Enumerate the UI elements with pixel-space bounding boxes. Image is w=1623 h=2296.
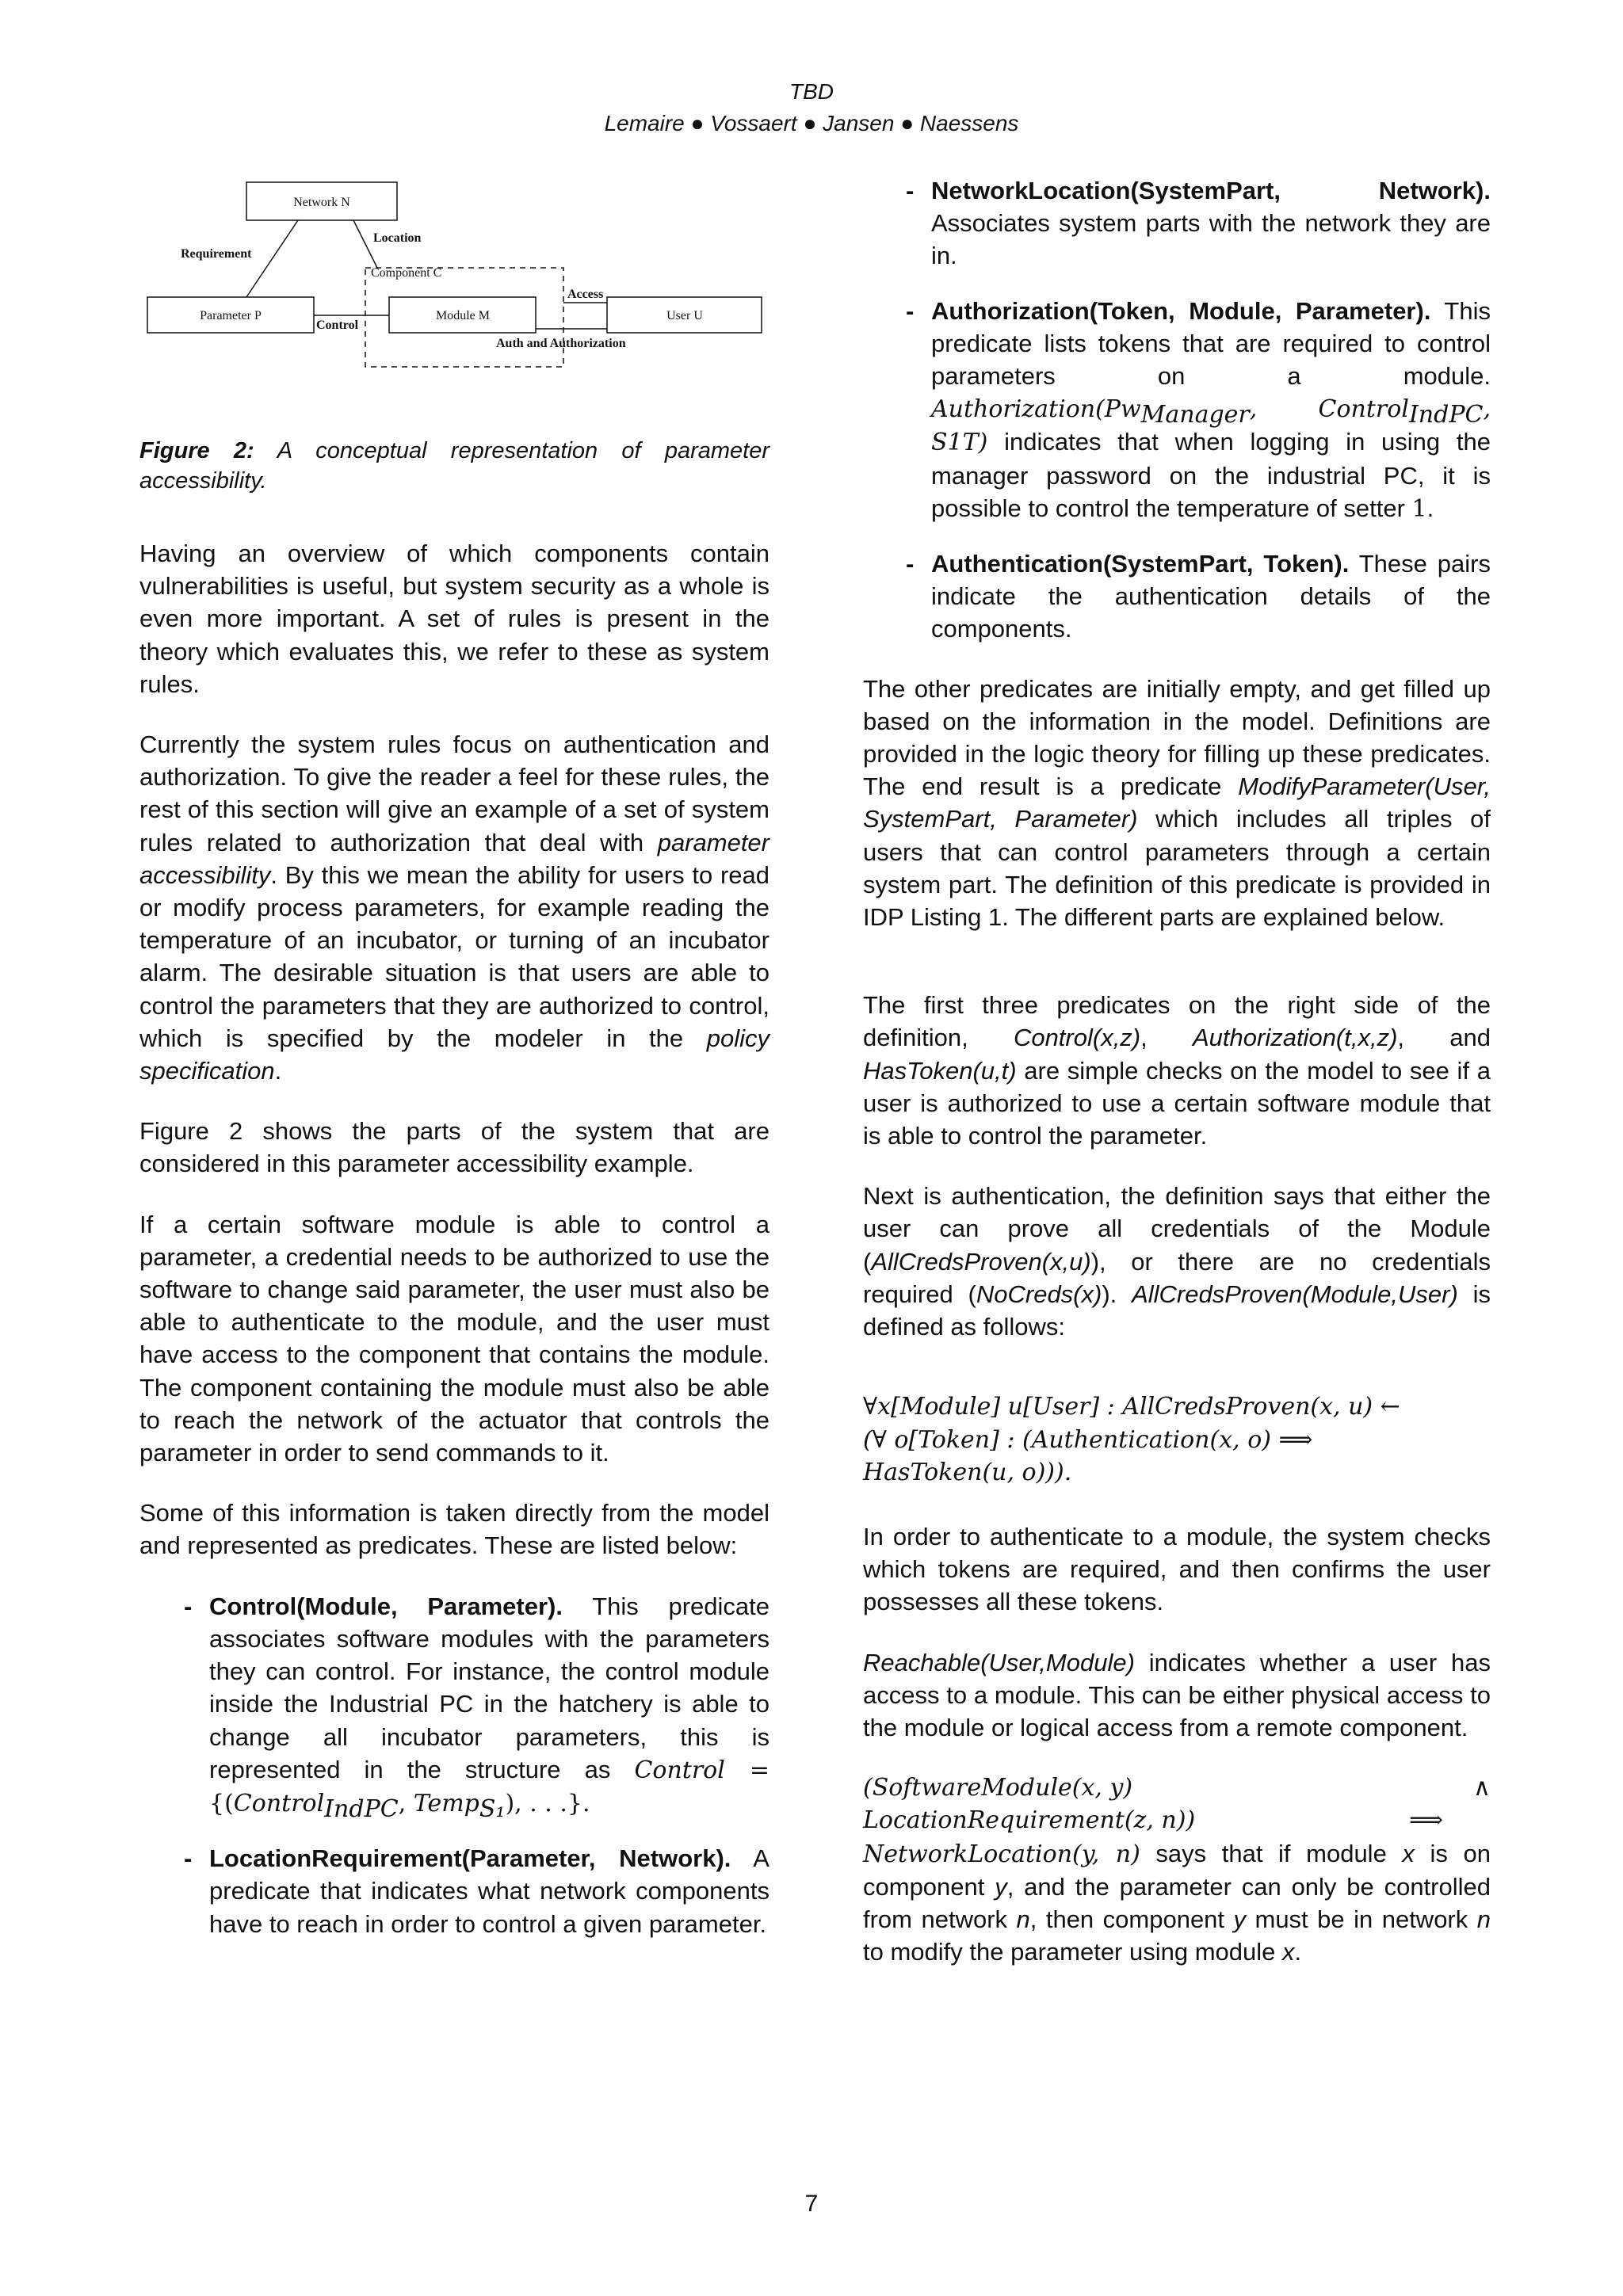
formula-reachable: (SoftwareModule(x, y) ∧ LocationRequirement(z, n)) ⟹ xyxy=(863,1774,1491,1835)
paragraph: Figure 2 shows the parts of the system that are considered in this parameter accessibility example. xyxy=(139,1117,769,1178)
control-label: Control xyxy=(316,318,359,332)
left-column xyxy=(139,174,769,1967)
paragraph: Reachable(User,Module) indicates whether a user has access to a module. This can be either physical access to the module or logical access from a remote component. xyxy=(863,1648,1491,1741)
user-label: User U xyxy=(666,309,703,322)
predicate-list xyxy=(139,1590,769,1940)
paragraph: If a certain software module is able to control a parameter, a credential needs to be authorized to use the software to change said parameter, the user must also be able to authenticate to the module, and the user must have access to the component that contains the module. The component containing the module must also be able to reach the network of the actuator that controls the parameter in order to send commands to it. xyxy=(139,1210,769,1467)
list-item: - Control(Module, Parameter). This predicate associates software modules with the parameters they can control. For instance, the control module inside the Industrial PC in the hatchery is able to change all incubator parameters, this is represented in the structure as Control = {(Control$_{IndPC}$, Temp$_{S_1}$), . . .}. xyxy=(184,1592,769,1824)
paragraph: Having an overview of which components contain vulnerabilities is useful, but system security as a whole is even more important. A set of rules is present in the theory which evaluates this, we refer to these as system rules. xyxy=(139,540,769,698)
running-title: TBD xyxy=(789,79,834,104)
access-label: Access xyxy=(567,288,604,301)
figure-2-diagram xyxy=(139,174,769,428)
paragraph: The first three predicates on the right side of the definition, Control(x,z), Authorization(t,x,z), and HasToken(u,t) are simple checks on the model to see if a user is authorized to use a certain software module that is able to control the parameter. xyxy=(863,991,1491,1150)
list-item: - NetworkLocation(SystemPart, Network). Associates system parts with the network they are in. xyxy=(906,177,1491,270)
page-number: 7 xyxy=(804,2191,819,2217)
auth-label: Auth and Authorization xyxy=(496,337,626,350)
paragraph: Currently the system rules focus on authentication and authorization. To give the reader a feel for these rules, the rest of this section will give an example of a set of system rules related to authorization that deal with parameter accessibility. By this we mean the ability for users to read or modify process parameters, for example reading the temperature of an incubator, or turning of an incubator alarm. The desirable situation is that users are able to control the parameters that they are authorized to control, which is specified by the modeler in the policy specification. xyxy=(139,730,769,1085)
location-label: Location xyxy=(373,231,422,245)
paragraph: Some of this information is taken directly from the model and represented as predicates. These are listed below: xyxy=(139,1499,769,1560)
caption-label: Figure 2: xyxy=(139,438,254,463)
predicate-list xyxy=(863,174,1491,646)
paragraph: Next is authentication, the definition says that either the user can prove all credentials of the Module (AllCredsProven(x,u)), or there are no credentials required (NoCreds(x)). AllCredsProven(Module,User) is defined as follows: xyxy=(863,1182,1491,1341)
list-item: - Authorization(Token, Module, Parameter). This predicate lists tokens that are required to control parameters on a module. $Authorization(Pw_{Manager}$, Control$_{IndPC}$, S1T) indicates that when logging in using the manager password on the industrial PC, it is possible to control the temperature of setter 1. xyxy=(906,296,1491,523)
component-label: Component C xyxy=(371,266,442,280)
list-item: - Authentication(SystemPart, Token). These pairs indicate the authentication details of the components. xyxy=(906,550,1491,643)
network-label: Network N xyxy=(293,196,350,209)
paragraph: The other predicates are initially empty, and get filled up based on the information in the model. Definitions are provided in the logic theory for filling up these predicates. The end result is a predicate ModifyParameter(User, SystemPart, Parameter) which includes all triples of users that can control parameters through a certain system part. The definition of this predicate is provided in IDP Listing 1. The different parts are explained below. xyxy=(863,674,1491,932)
figure-caption xyxy=(139,436,769,496)
right-column xyxy=(863,174,1491,1996)
parameter-label: Parameter P xyxy=(200,309,262,322)
formula-allcredsproven: ∀x[Module] u[User] : AllCredsProven(x, u) ← (∀ o[Token] : (Authentication(x, o) ⟹ HasToken(u, o))). xyxy=(863,1393,1400,1486)
paragraph: NetworkLocation(y, n) says that if module x is on component y, and the parameter can only be controlled from network n, then component y must be in network n to modify the parameter using module x. xyxy=(863,1839,1491,1966)
paragraph: In order to authenticate to a module, the system checks which tokens are required, and then confirms the user possesses all these tokens. xyxy=(863,1522,1491,1616)
caption-text: A conceptual representation of parameter accessibility. xyxy=(139,438,769,494)
running-authors: Lemaire ● Vossaert ● Jansen ● Naessens xyxy=(604,111,1019,135)
module-label: Module M xyxy=(436,309,490,322)
requirement-line xyxy=(246,220,298,297)
list-item: - LocationRequirement(Parameter, Network). A predicate that indicates what network components have to reach in order to control a given parameter. xyxy=(184,1844,769,1938)
requirement-label: Requirement xyxy=(181,247,252,261)
